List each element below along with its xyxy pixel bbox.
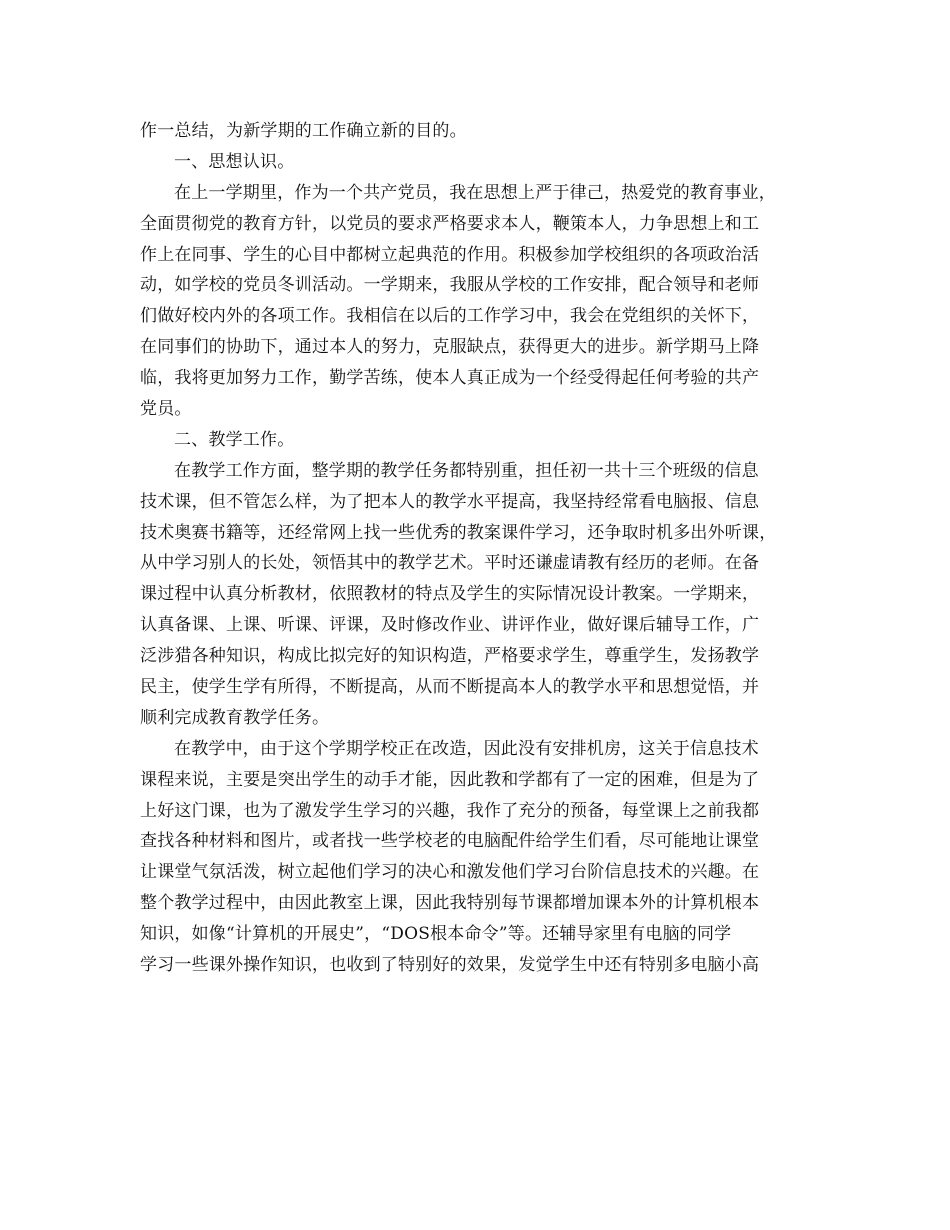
text-line: 技术奥赛书籍等，还经常网上找一些优秀的教案课件学习，还争取时机多出外听课， bbox=[140, 522, 777, 543]
text-line: 们做好校内外的各项工作。我相信在以后的工作学习中，我会在党组织的关怀下， bbox=[140, 306, 760, 327]
text-line: 在教学工作方面，整学期的教学任务都特别重，担任初一共十三个班级的信息 bbox=[174, 460, 759, 481]
text-line: 知识，如像“计算机的开展史”，“DOS根本命令”等。还辅导家里有电脑的同学 bbox=[140, 924, 732, 945]
document-body bbox=[140, 116, 823, 981]
text-line: 顺利完成教育教学任务。 bbox=[140, 707, 330, 728]
text-line: 上好这门课，也为了激发学生学习的兴趣，我作了充分的预备，每堂课上之前我都 bbox=[140, 800, 760, 821]
text-line: 民主，使学生学有所得，不断提高，从而不断提高本人的教学水平和思想觉悟，并 bbox=[140, 677, 760, 698]
text-line: 泛涉猎各种知识，构成比拟完好的知识构造，严格要求学生，尊重学生，发扬教学 bbox=[140, 646, 760, 667]
text-line: 作上在同事、学生的心目中都树立起典范的作用。积极参加学校组织的各项政治活 bbox=[140, 244, 760, 265]
text-line: 党员。 bbox=[140, 399, 192, 420]
text-line: 在上一学期里，作为一个共产党员，我在思想上严于律己，热爱党的教育事业， bbox=[174, 182, 776, 203]
text-line: 从中学习别人的长处，领悟其中的教学艺术。平时还谦虚请教有经历的老师。在备 bbox=[140, 553, 760, 574]
text-line: 让课堂气氛活泼，树立起他们学习的决心和激发他们学习台阶信息技术的兴趣。在 bbox=[140, 862, 760, 883]
text-line: 二、教学工作。 bbox=[174, 429, 295, 450]
text-line: 全面贯彻党的教育方针，以党员的要求严格要求本人，鞭策本人，力争思想上和工 bbox=[140, 213, 760, 234]
text-line: 查找各种材料和图片，或者找一些学校老的电脑配件给学生们看，尽可能地让课堂 bbox=[140, 831, 760, 852]
text-line: 课程来说，主要是突出学生的动手才能，因此教和学都有了一定的困难，但是为了 bbox=[140, 769, 760, 790]
text-line: 学习一些课外操作知识，也收到了特别好的效果，发觉学生中还有特别多电脑小高 bbox=[140, 955, 760, 976]
text-line: 认真备课、上课、听课、评课，及时修改作业、讲评作业，做好课后辅导工作，广 bbox=[140, 615, 760, 636]
text-line: 课过程中认真分析教材，依照教材的特点及学生的实际情况设计教案。一学期来， bbox=[140, 584, 760, 605]
text-line: 临，我将更加努力工作，勤学苦练，使本人真正成为一个经受得起任何考验的共产 bbox=[140, 368, 760, 389]
text-line: 一、思想认识。 bbox=[174, 151, 295, 172]
text-line: 动，如学校的党员冬训活动。一学期来，我服从学校的工作安排，配合领导和老师 bbox=[140, 275, 760, 296]
text-line: 技术课，但不管怎么样，为了把本人的教学水平提高，我坚持经常看电脑报、信息 bbox=[140, 491, 760, 512]
text-line: 在教学中，由于这个学期学校正在改造，因此没有安排机房，这关于信息技术 bbox=[174, 738, 759, 759]
text-line: 在同事们的协助下，通过本人的努力，克服缺点，获得更大的进步。新学期马上降 bbox=[140, 337, 760, 358]
text-line: 作一总结，为新学期的工作确立新的目的。 bbox=[140, 121, 467, 141]
text-line: 整个教学过程中，由因此教室上课，因此我特别每节课都增加课本外的计算机根本 bbox=[140, 893, 760, 914]
